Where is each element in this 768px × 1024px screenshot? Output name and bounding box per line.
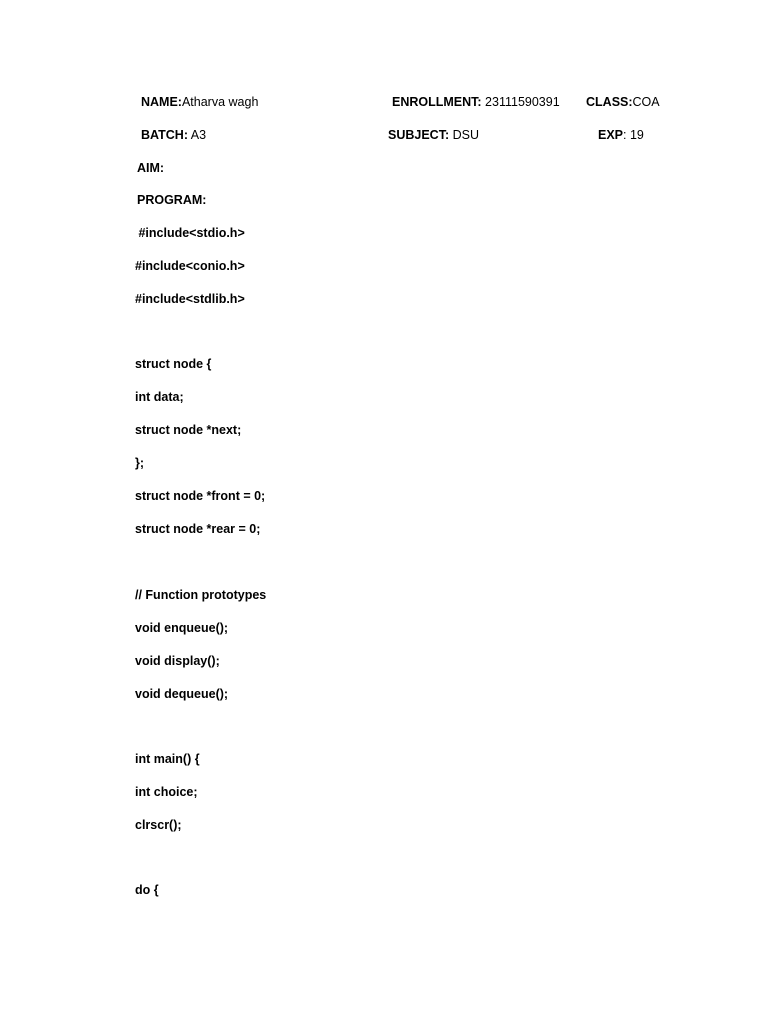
- batch-label: BATCH:: [141, 128, 188, 142]
- name-label: NAME:: [141, 95, 182, 109]
- enrollment-field: [392, 94, 560, 110]
- exp-value: : 19: [623, 128, 644, 142]
- code-line: // Function prototypes: [135, 588, 267, 602]
- code-line: do {: [135, 883, 159, 897]
- code-line: void enqueue();: [135, 621, 229, 635]
- subject-label: SUBJECT:: [388, 128, 450, 142]
- batch-value: A3: [187, 128, 207, 142]
- code-line: void display();: [135, 654, 220, 668]
- code-line: int data;: [135, 390, 184, 404]
- class-label: CLASS:: [586, 95, 633, 109]
- code-line: struct node *rear = 0;: [135, 522, 261, 536]
- name-value: Atharva wagh: [181, 95, 259, 109]
- enrollment-label: ENROLLMENT:: [392, 95, 482, 109]
- code-line: #include<stdio.h>: [135, 226, 245, 240]
- enrollment-value: 23111590391: [481, 95, 560, 109]
- program-label: PROGRAM:: [137, 193, 207, 207]
- code-line: void dequeue();: [135, 687, 229, 701]
- code-line: #include<stdlib.h>: [135, 292, 245, 306]
- subject-value: DSU: [449, 128, 479, 142]
- code-line: struct node *next;: [135, 423, 242, 437]
- code-line: int choice;: [135, 785, 198, 799]
- code-line: };: [135, 456, 145, 470]
- code-line: int main() {: [135, 752, 200, 766]
- aim-label: AIM:: [137, 161, 165, 175]
- exp-field: [598, 127, 644, 143]
- code-line: struct node {: [135, 357, 212, 371]
- batch-field: [141, 127, 206, 143]
- code-line: #include<conio.h>: [135, 259, 245, 273]
- code-line: clrscr();: [135, 818, 182, 832]
- code-line: struct node *front = 0;: [135, 489, 266, 503]
- subject-field: [388, 127, 479, 143]
- class-field: [586, 94, 660, 110]
- name-field: [141, 94, 258, 110]
- class-value: COA: [632, 95, 660, 109]
- exp-label: EXP: [598, 128, 624, 142]
